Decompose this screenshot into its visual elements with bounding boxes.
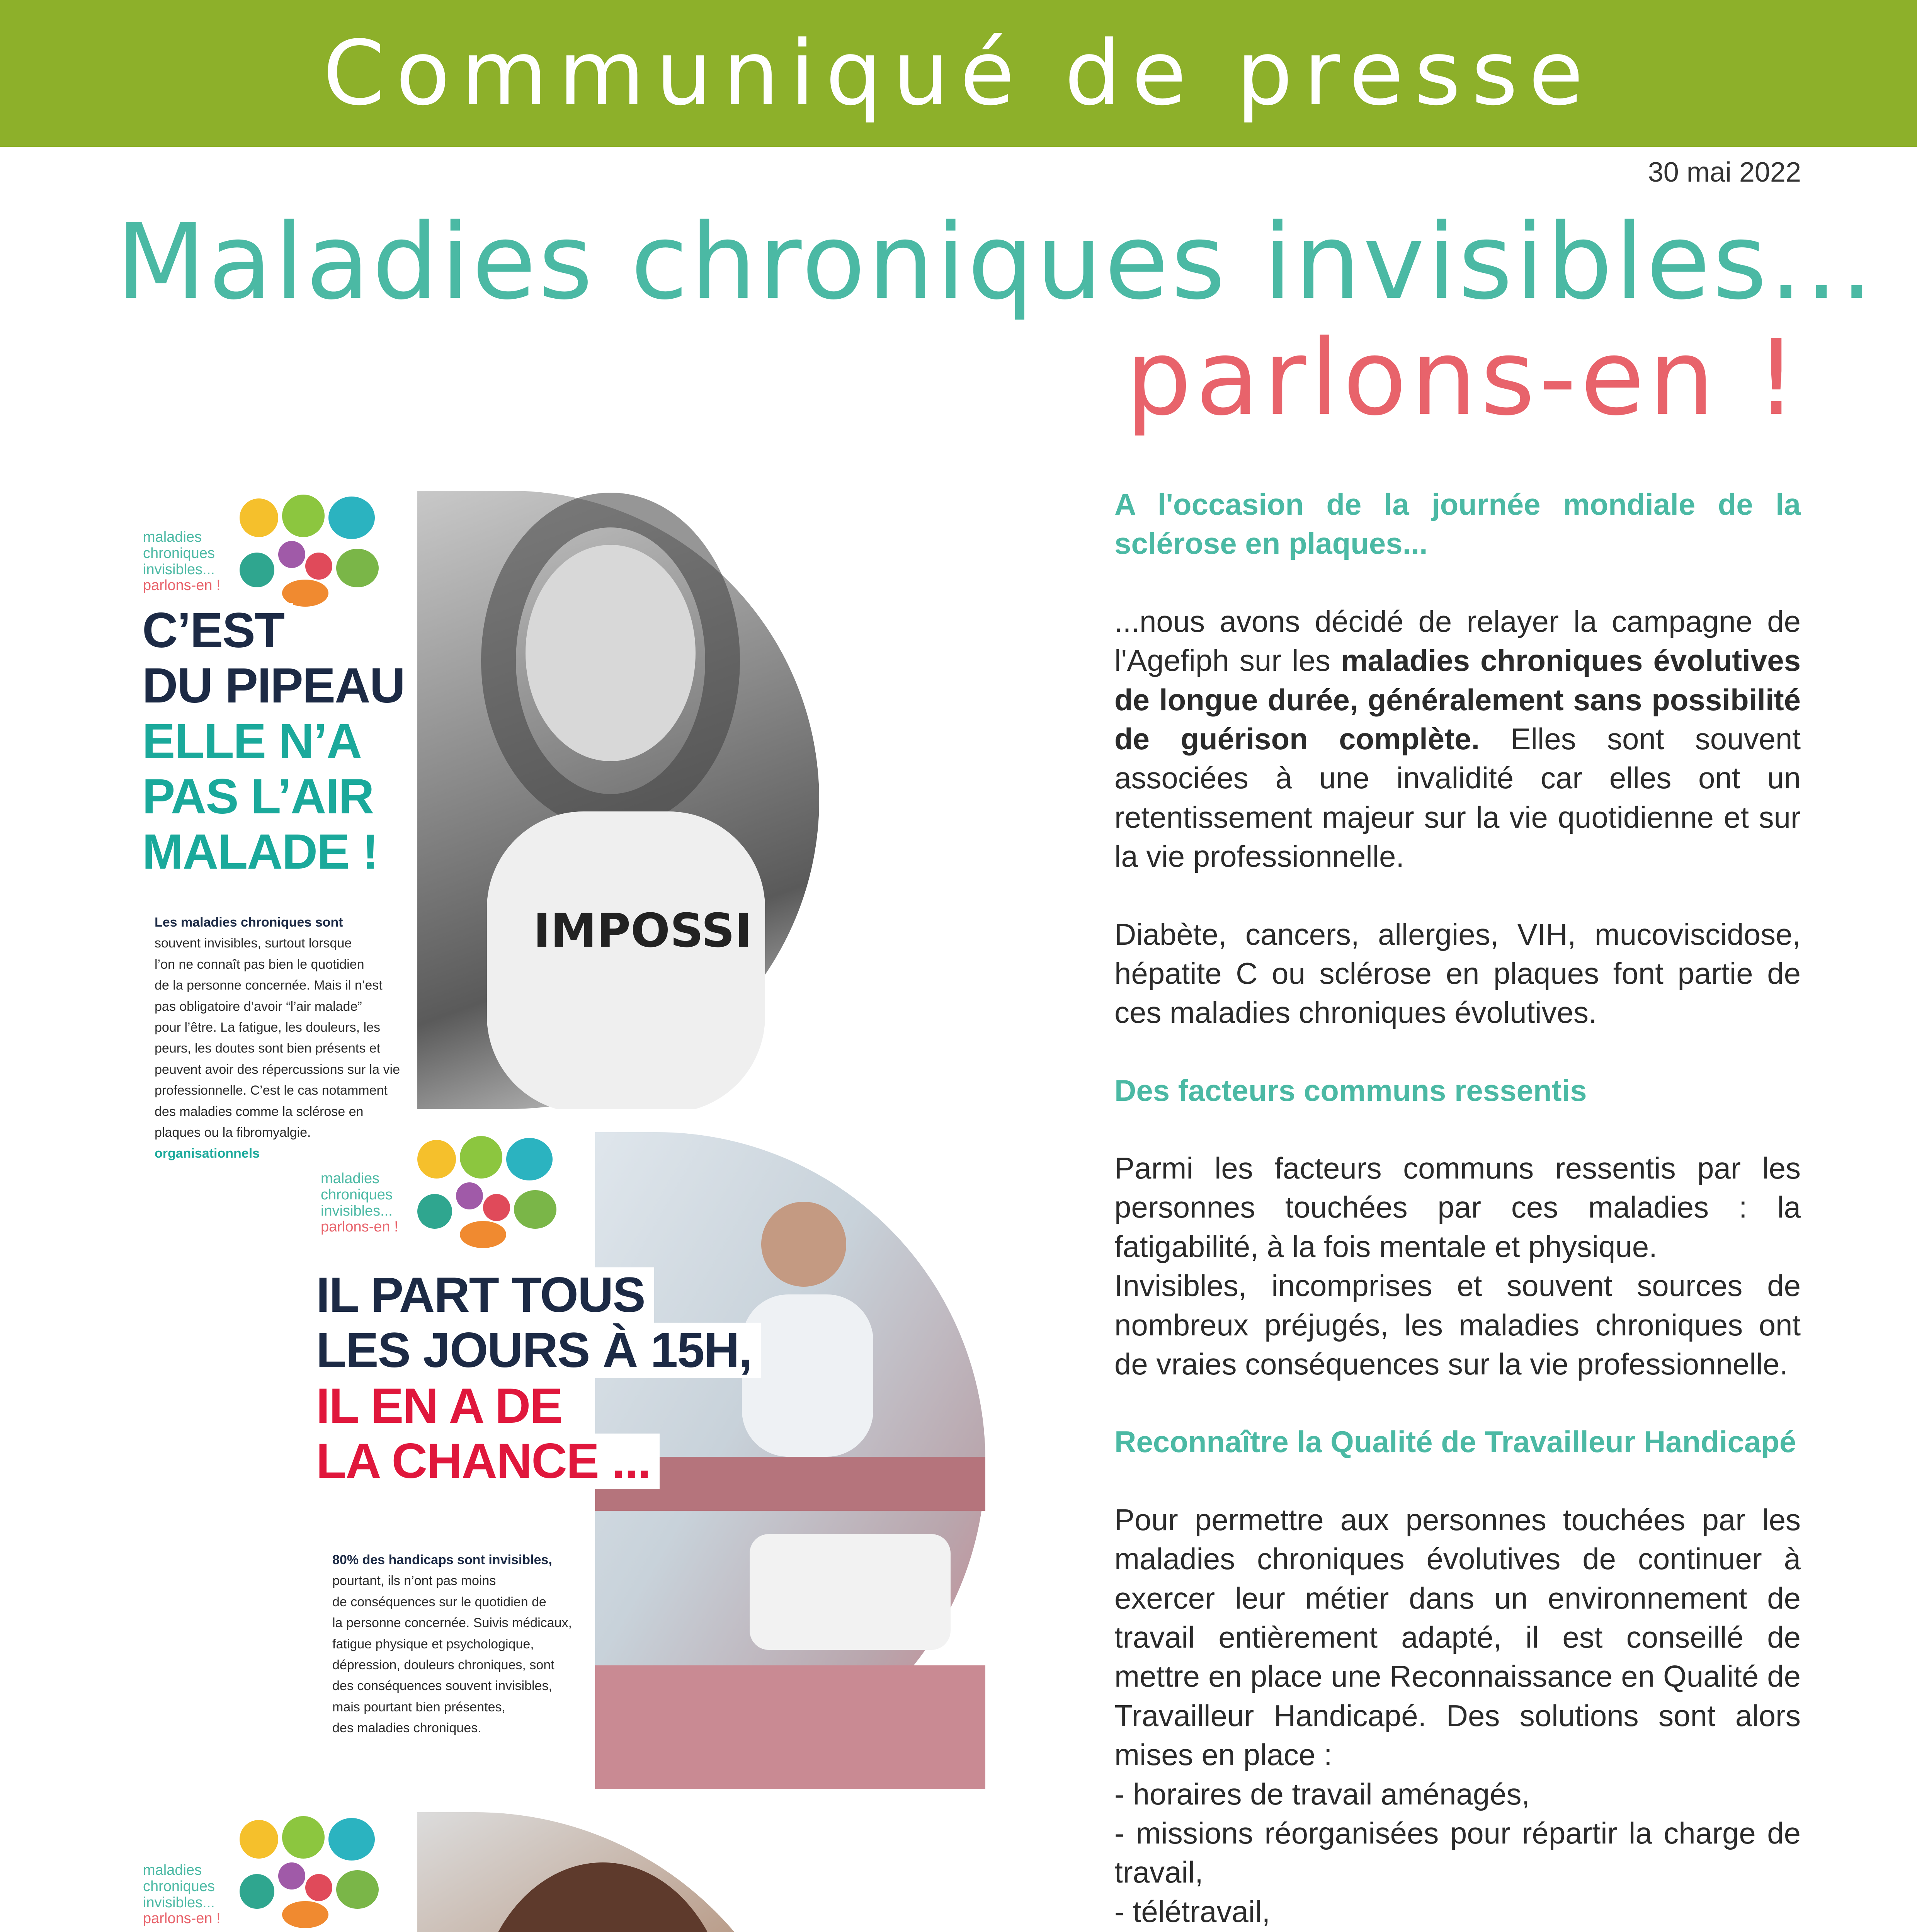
poster-1-logo-text: maladies chroniques invisibles... parlons-en ! bbox=[143, 529, 221, 594]
bubble-icon bbox=[336, 549, 379, 587]
bubble-icon bbox=[328, 497, 375, 539]
banner-title: Communiqué de presse bbox=[323, 22, 1594, 125]
bubble-icon bbox=[417, 1140, 456, 1179]
poster-3-campaign-logo bbox=[128, 1820, 406, 1932]
woman-silhouette-illustration bbox=[417, 491, 819, 1109]
poster-3-logo-text: maladies chroniques invisibles... parlons-en ! bbox=[143, 1862, 221, 1927]
bubble-icon bbox=[456, 1182, 483, 1209]
poster-2-campaign-logo bbox=[305, 1140, 583, 1264]
header-banner bbox=[0, 0, 1917, 147]
consequences-paragraph: Invisibles, incomprises et souvent sources de nombreux préjugés, les maladies chroniques ont de vraies conséquences sur la vie professionnelle. bbox=[1114, 1269, 1801, 1381]
poster-2 bbox=[305, 1132, 985, 1804]
bubble-icon bbox=[328, 1818, 375, 1861]
release-date: 30 mai 2022 bbox=[1648, 157, 1801, 188]
bubble-icon bbox=[282, 495, 325, 537]
rqth-heading: Reconnaître la Qualité de Travailleur Handicapé bbox=[1114, 1425, 1796, 1459]
article-column bbox=[1114, 485, 1801, 1932]
poster-1-photo bbox=[417, 491, 819, 1109]
bubble-icon bbox=[460, 1221, 506, 1248]
bubble-icon bbox=[282, 1816, 325, 1859]
page-title: Maladies chroniques invisibles... bbox=[116, 201, 1876, 323]
rqth-paragraph: Pour permettre aux personnes touchées par les maladies chroniques évolutives de continuer à exercer leur métier dans un environnement de travail entièrement adapté, il est conseillé de mettre en place une Reconnaissance en Qualité de Travailleur Handicapé. Des solutions sont alors mises en place : bbox=[1114, 1502, 1801, 1772]
bubble-icon bbox=[240, 1820, 278, 1859]
bubble-icon bbox=[514, 1190, 556, 1229]
bubble-icon bbox=[240, 498, 278, 537]
factors-paragraph: Parmi les facteurs communs ressentis par les personnes touchées par ces maladies : la fatigabilité, à la fois mentale et physique. bbox=[1114, 1151, 1801, 1264]
bubble-icon bbox=[278, 1862, 305, 1889]
factors-heading: Des facteurs communs ressentis bbox=[1114, 1073, 1587, 1107]
bubble-icon bbox=[417, 1194, 452, 1229]
bubble-icon bbox=[483, 1194, 510, 1221]
businesswoman-illustration bbox=[417, 1812, 815, 1932]
bubble-icon bbox=[278, 541, 305, 568]
solutions-list-item: - télétravail, bbox=[1114, 1894, 1271, 1929]
poster-1 bbox=[128, 491, 819, 1163]
bubble-icon bbox=[305, 553, 332, 580]
intro-heading: A l'occasion de la journée mondiale de la sclérose en plaques... bbox=[1114, 487, 1801, 561]
diseases-paragraph: Diabète, cancers, allergies, VIH, mucoviscidose, hépatite C ou sclérose en plaques font partie de ces maladies chroniques évolutives. bbox=[1114, 917, 1801, 1030]
poster-1-headline: C’EST DU PIPEAU ELLE N’A PAS L’AIR MALADE ! bbox=[139, 603, 414, 880]
bubble-icon bbox=[506, 1138, 553, 1180]
solutions-list-item: - missions réorganisées pour répartir la charge de travail, bbox=[1114, 1816, 1801, 1889]
bubble-icon bbox=[240, 1874, 274, 1909]
bubble-icon bbox=[305, 1874, 332, 1901]
bubble-icon bbox=[336, 1870, 379, 1909]
page-subtitle: parlons-en ! bbox=[1125, 317, 1801, 439]
poster-1-body: Les maladies chroniques sont souvent invisibles, surtout lorsque l’on ne connaît pas bien le quotidien de la personne concernée. Mais il n’est pas obligatoire d’avoir “l’air malade” pour l’être. La fatigue, les douleurs, les peurs, les doutes sont bien présents et peuvent avoir des répercussions sur la vie professionnelle. C’est le cas notamment des maladies comme la sclérose en plaques ou la fibromyalgie. organisationnels bbox=[155, 915, 400, 1161]
poster-2-headline: IL PART TOUS LES JOURS À 15H, IL EN A DE LA CHANCE ... bbox=[313, 1267, 761, 1489]
poster-2-body: 80% des handicaps sont invisibles, pourtant, ils n’ont pas moins de conséquences sur le quotidien de la personne concernée. Suivis médicaux, fatigue physique et psychologique, dépression, douleurs chroniques, sont des conséquences souvent invisibles, mais pourtant bien présentes, des maladies chroniques. bbox=[332, 1553, 572, 1736]
bubble-icon bbox=[282, 1901, 328, 1928]
bubble-icon bbox=[460, 1136, 502, 1179]
svg-text:IMPOSSI: IMPOSSI bbox=[533, 904, 752, 958]
poster-3-photo bbox=[417, 1812, 815, 1932]
intro-paragraph: ...nous avons décidé de relayer la campagne de l'Agefiph sur les maladies chroniques évolutives de longue durée, généralement sans possibilité de guérison complète. Elles sont souvent associées à une invalidité car elles ont un retentissement majeur sur la vie quotidienne et sur la vie professionnelle. bbox=[1114, 604, 1801, 874]
solutions-list-item: - horaires de travail aménagés, bbox=[1114, 1777, 1530, 1811]
poster-3 bbox=[128, 1812, 815, 1932]
poster-2-logo-text: maladies chroniques invisibles... parlons-en ! bbox=[321, 1170, 398, 1235]
bubble-icon bbox=[240, 553, 274, 587]
